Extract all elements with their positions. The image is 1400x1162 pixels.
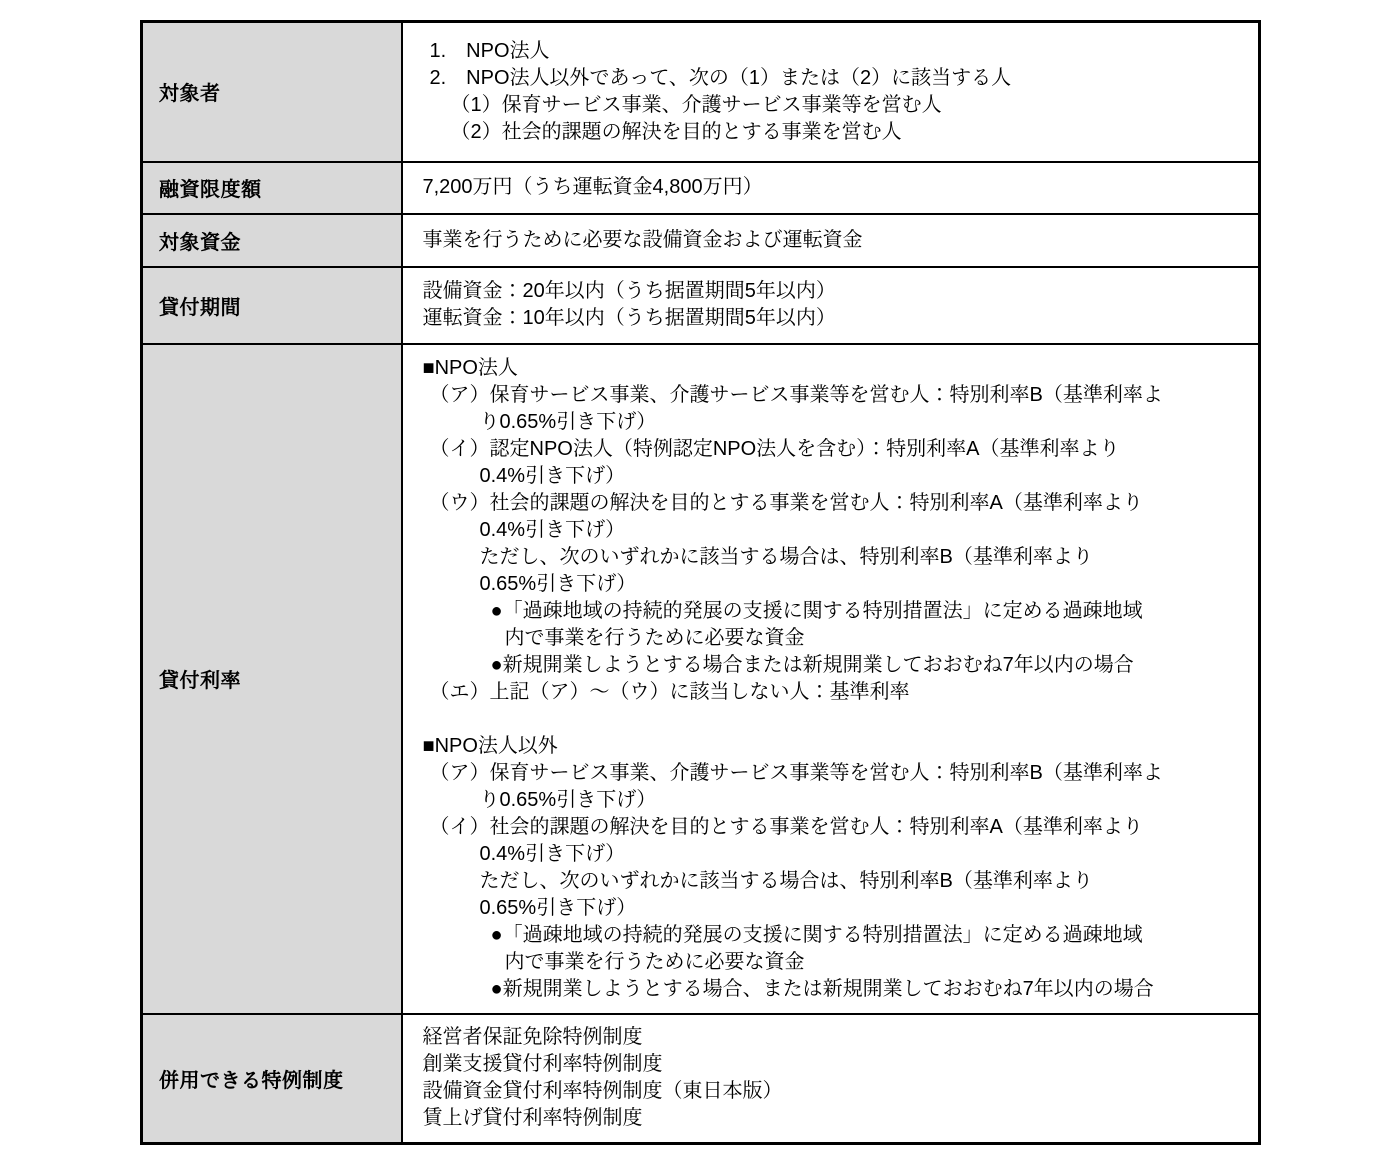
- table-row: [142, 22, 1260, 162]
- cell-line: 0.4%引き下げ）: [479, 464, 626, 487]
- row-label: 貸付利率: [142, 344, 402, 1014]
- cell-line: ●新規開業しようとする場合、または新規開業しておおむね7年以内の場合: [490, 977, 1154, 1000]
- cell-line: ただし、次のいずれかに該当する場合は、特別利率B（基準利率より: [479, 545, 1093, 568]
- cell-line: 0.65%引き下げ）: [479, 572, 637, 595]
- cell-line: 設備資金：20年以内（うち据置期間5年以内）: [422, 280, 836, 302]
- row-content: [402, 344, 1260, 1014]
- cell-line: （エ）上記（ア）～（ウ）に該当しない人：基準利率: [429, 680, 910, 703]
- cell-line: 経営者保証免除特例制度: [422, 1026, 643, 1049]
- table-row: [142, 162, 1260, 214]
- row-label: 貸付期間: [142, 267, 402, 344]
- cell-line: 内で事業を行うために必要な資金: [504, 626, 805, 649]
- cell-line: 賃上げ貸付利率特例制度: [422, 1107, 643, 1130]
- blank-line: [423, 706, 1249, 733]
- cell-line: （イ）認定NPO法人（特例認定NPO法人を含む）：特別利率A（基準利率より: [429, 437, 1120, 460]
- row-label: 融資限度額: [142, 162, 402, 214]
- cell-line: 内で事業を行うために必要な資金: [504, 950, 805, 973]
- cell-line: （イ）社会的課題の解決を目的とする事業を営む人：特別利率A（基準利率より: [429, 815, 1143, 838]
- cell-line: （ウ）社会的課題の解決を目的とする事業を営む人：特別利率A（基準利率より: [429, 491, 1143, 514]
- cell-line: 0.4%引き下げ）: [479, 842, 626, 865]
- row-content: [402, 1014, 1260, 1144]
- cell-line: 1. NPO法人: [429, 39, 550, 62]
- row-label: 対象資金: [142, 214, 402, 267]
- cell-line: （1）保育サービス事業、介護サービス事業等を営む人: [450, 93, 942, 116]
- table-row: [142, 344, 1260, 1014]
- row-content: [402, 214, 1260, 267]
- cell-line: 0.65%引き下げ）: [479, 896, 637, 919]
- table-row: [142, 267, 1260, 344]
- cell-line: （ア）保育サービス事業、介護サービス事業等を営む人：特別利率B（基準利率よ: [429, 383, 1163, 406]
- cell-line: ●「過疎地域の持続的発展の支援に関する特別措置法」に定める過疎地域: [490, 599, 1143, 622]
- row-content: [402, 267, 1260, 344]
- row-label: 併用できる特例制度: [142, 1014, 402, 1144]
- cell-line: 創業支援貸付利率特例制度: [422, 1053, 663, 1076]
- table-row: [142, 214, 1260, 267]
- cell-line: ●新規開業しようとする場合または新規開業しておおむね7年以内の場合: [490, 653, 1134, 676]
- cell-line: ■NPO法人: [422, 356, 518, 379]
- cell-line: 運転資金：10年以内（うち据置期間5年以内）: [422, 307, 836, 329]
- cell-line: ■NPO法人以外: [422, 734, 558, 757]
- cell-line: 事業を行うために必要な設備資金および運転資金: [422, 228, 863, 251]
- row-content: [402, 162, 1260, 214]
- table-row: [142, 1014, 1260, 1144]
- row-label: 対象者: [142, 22, 402, 162]
- cell-line: 設備資金貸付利率特例制度（東日本版）: [422, 1080, 783, 1103]
- cell-line: （2）社会的課題の解決を目的とする事業を営む人: [450, 120, 902, 143]
- row-content: [402, 22, 1260, 162]
- cell-line: り0.65%引き下げ）: [479, 410, 657, 433]
- cell-line: 0.4%引き下げ）: [479, 518, 626, 541]
- cell-line: 2. NPO法人以外であって、次の（1）または（2）に該当する人: [429, 66, 1012, 89]
- cell-line: ただし、次のいずれかに該当する場合は、特別利率B（基準利率より: [479, 869, 1093, 892]
- cell-line: （ア）保育サービス事業、介護サービス事業等を営む人：特別利率B（基準利率よ: [429, 761, 1163, 784]
- loan-terms-table: [140, 20, 1261, 1145]
- loan-terms-table-body: [142, 22, 1260, 1144]
- cell-line: 7,200万円（うち運転資金4,800万円）: [422, 176, 763, 198]
- cell-line: ●「過疎地域の持続的発展の支援に関する特別措置法」に定める過疎地域: [490, 923, 1143, 946]
- cell-line: り0.65%引き下げ）: [479, 788, 657, 811]
